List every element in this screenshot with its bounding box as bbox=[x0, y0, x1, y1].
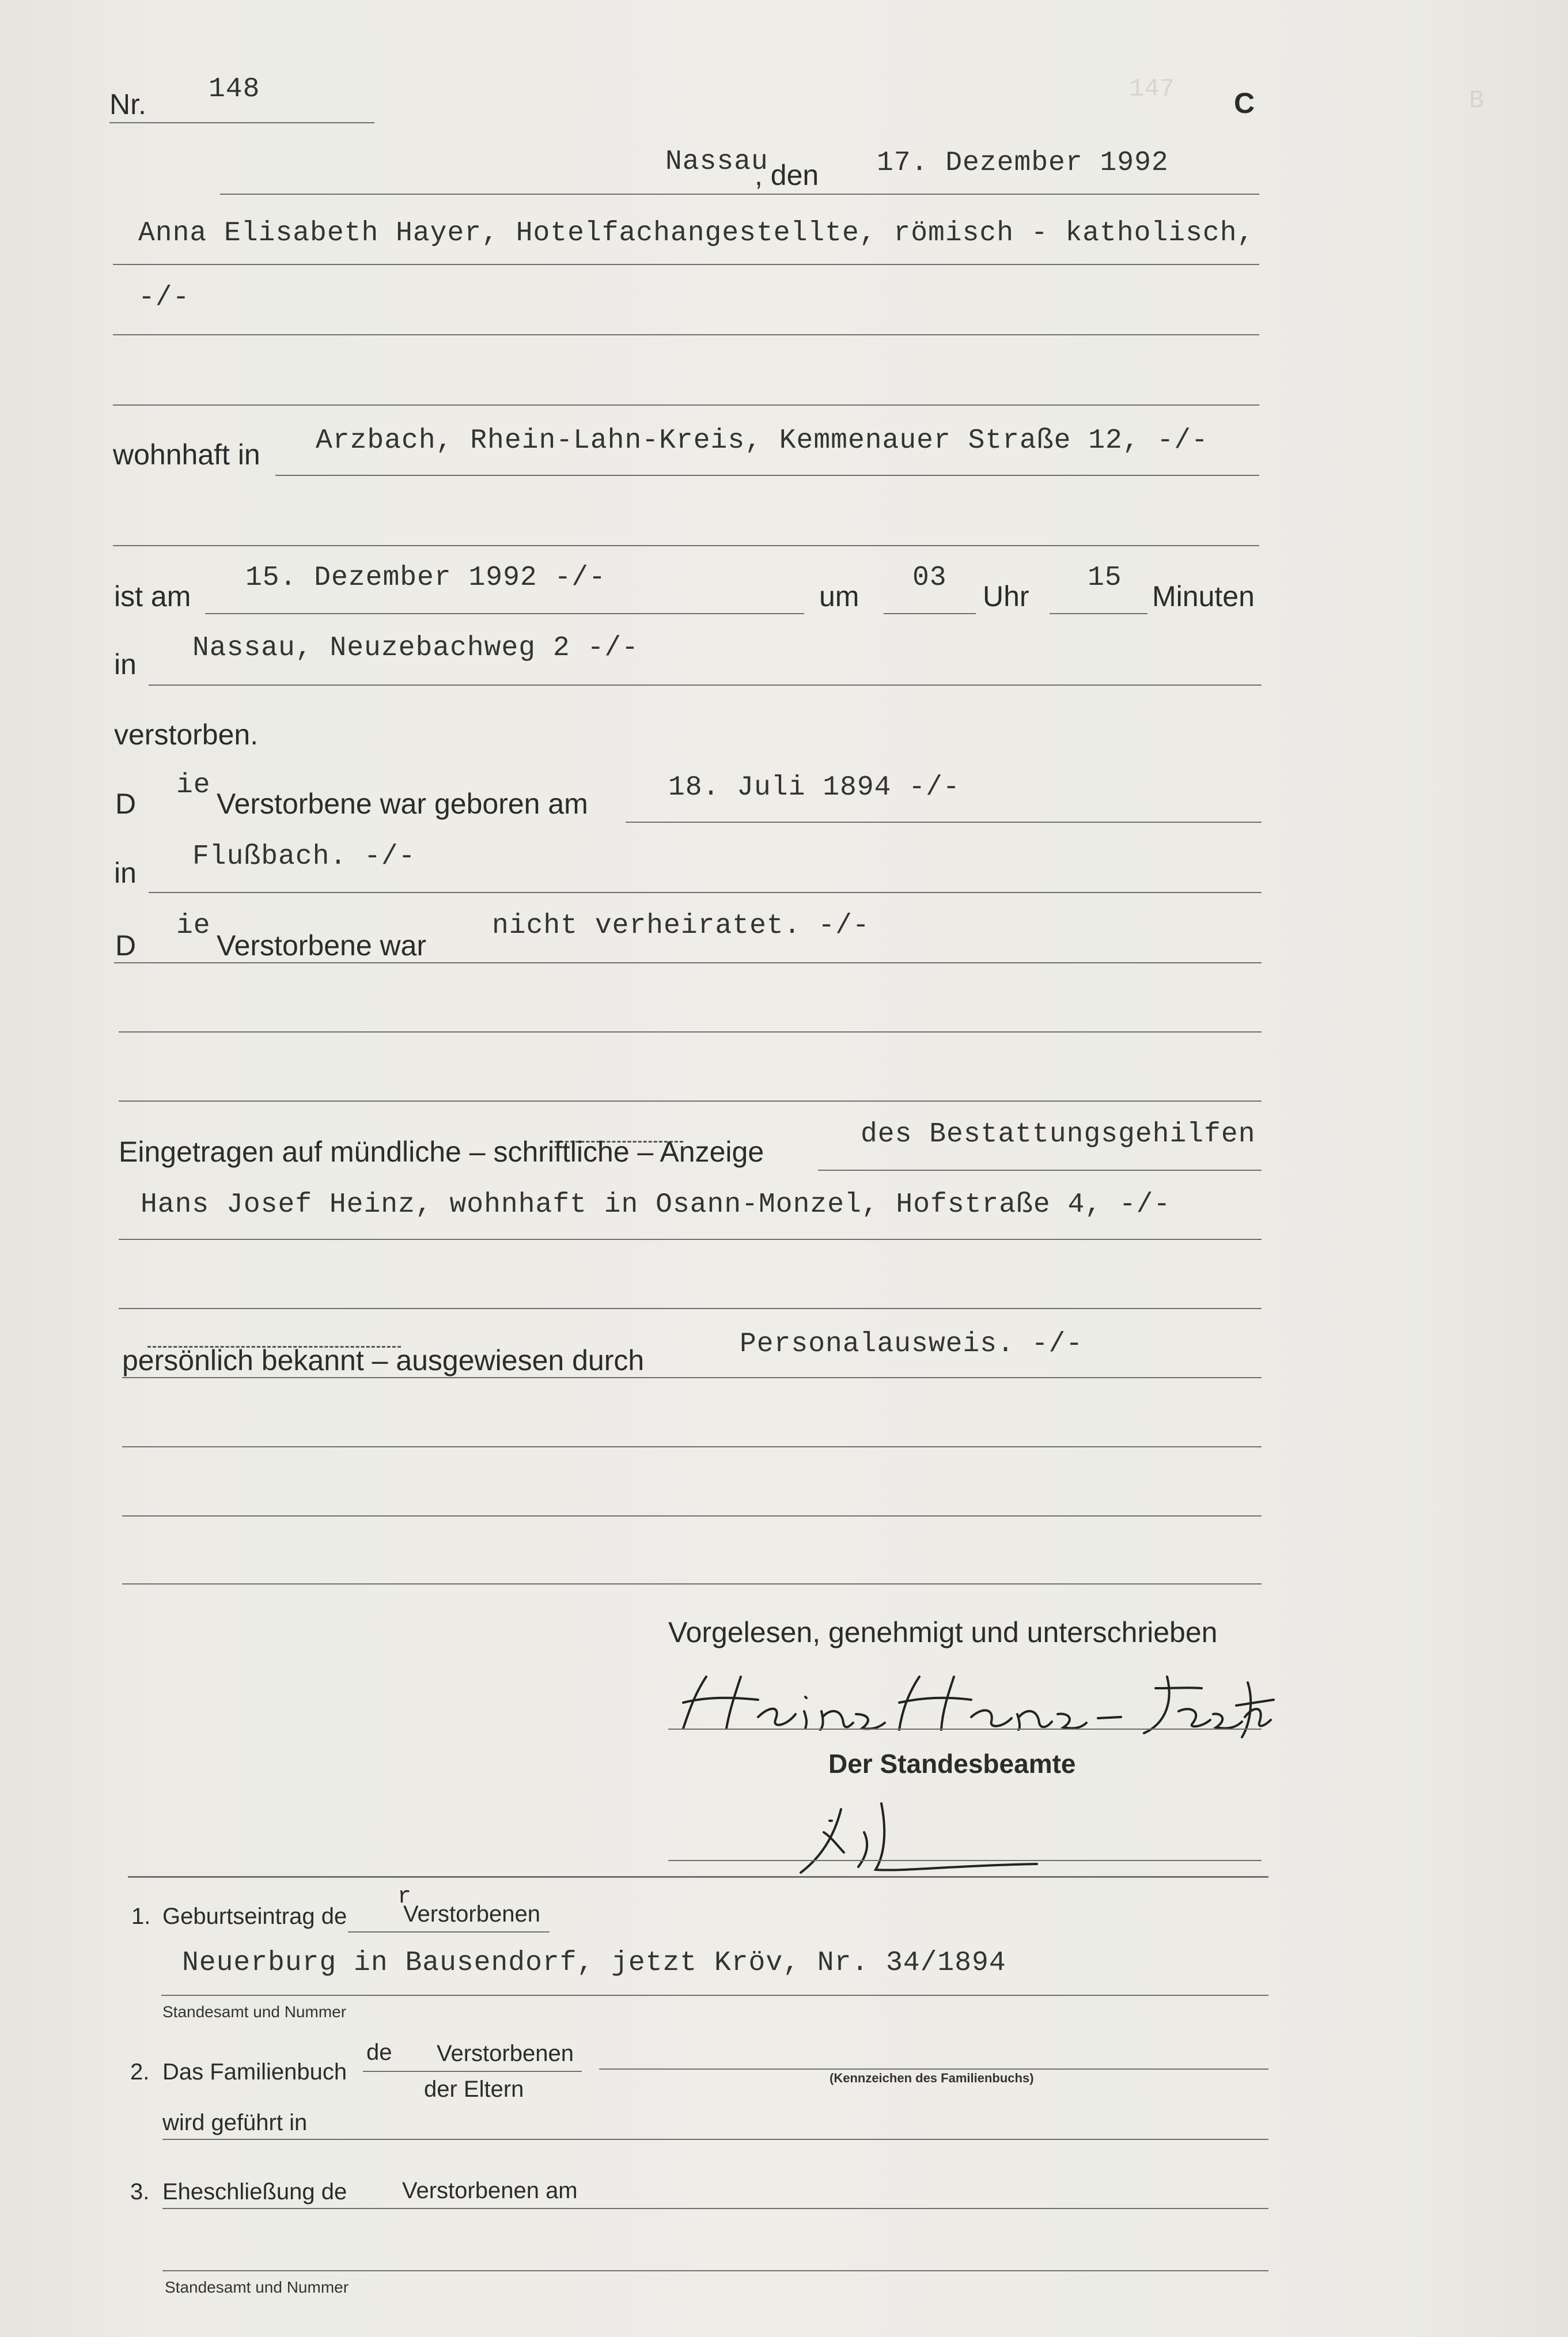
person-line-2: -/- bbox=[138, 282, 190, 313]
blank-line-5 bbox=[122, 1515, 1262, 1517]
married-value: nicht verheiratet. -/- bbox=[492, 910, 870, 941]
bleed-through-text: 147 bbox=[1129, 75, 1175, 104]
informant: Hans Josef Heinz, wohnhaft in Osann-Monzel, Hofstraße 4, -/- bbox=[141, 1189, 1171, 1220]
informant-underline bbox=[119, 1239, 1262, 1240]
death-place: Nassau, Neuzebachweg 2 -/- bbox=[192, 633, 639, 664]
person-underline-3 bbox=[113, 404, 1259, 406]
footer-item-2-caption: (Kennzeichen des Familienbuchs) bbox=[830, 2071, 1034, 2085]
identified-underline bbox=[122, 1377, 1262, 1378]
footer-item-1-number: 1. bbox=[131, 1904, 151, 1929]
born-date-underline bbox=[626, 822, 1262, 823]
footer-item-3-label: Eheschließung de bbox=[162, 2179, 347, 2204]
informant-signature-line bbox=[668, 1729, 1262, 1730]
footer-item-1-value: Neuerburg in Bausendorf, jetzt Kröv, Nr. 34/1894 bbox=[182, 1948, 1006, 1979]
born-d: D bbox=[115, 788, 137, 820]
registrar-signature-line bbox=[668, 1860, 1262, 1861]
death-hour: 03 bbox=[912, 562, 947, 593]
married-underline bbox=[114, 962, 1262, 963]
footer-item-1-suffix: Verstorbenen bbox=[403, 1901, 540, 1927]
nr-underline bbox=[109, 122, 374, 123]
footer-item-3-number: 3. bbox=[130, 2179, 150, 2204]
entered-underline bbox=[818, 1170, 1262, 1171]
married-ie: ie bbox=[176, 910, 211, 941]
born-date: 18. Juli 1894 -/- bbox=[668, 772, 960, 803]
death-in-label: in bbox=[114, 648, 137, 680]
married-label: Verstorbene war bbox=[217, 929, 427, 962]
date-value: 17. Dezember 1992 bbox=[877, 148, 1169, 179]
person-underline-2 bbox=[113, 334, 1259, 335]
residence-value: Arzbach, Rhein-Lahn-Kreis, Kemmenauer Straße 12, -/- bbox=[316, 425, 1209, 456]
footer-item-3-underline bbox=[162, 2208, 1268, 2209]
death-um-label: um bbox=[819, 580, 859, 612]
blank-line-4 bbox=[122, 1446, 1262, 1447]
footer-item-2-verstorbenen: Verstorbenen bbox=[437, 2041, 574, 2066]
footer-item-2-label: Das Familienbuch bbox=[162, 2059, 347, 2085]
footer-item-2-eltern: der Eltern bbox=[424, 2077, 524, 2102]
death-minuten-label: Minuten bbox=[1152, 580, 1255, 612]
date-underline bbox=[220, 194, 1259, 195]
footer-item-2-wird-underline bbox=[162, 2139, 1268, 2140]
person-underline-1 bbox=[113, 264, 1259, 265]
born-ie: ie bbox=[176, 770, 211, 801]
blank-line-2 bbox=[119, 1101, 1262, 1102]
born-place: Flußbach. -/- bbox=[192, 841, 416, 872]
footer-item-1-label-underline bbox=[348, 1931, 550, 1933]
footer-item-1-label: Geburtseintrag de bbox=[162, 1904, 347, 1929]
married-d: D bbox=[115, 929, 137, 962]
registrar-label: Der Standesbeamte bbox=[828, 1749, 1076, 1779]
death-date-underline bbox=[205, 613, 804, 614]
footer-item-3-underline-2 bbox=[162, 2270, 1268, 2271]
footer-item-3-caption: Standesamt und Nummer bbox=[165, 2278, 349, 2296]
footer-item-2-number: 2. bbox=[130, 2059, 150, 2085]
identified-value: Personalausweis. -/- bbox=[740, 1329, 1084, 1360]
death-minute: 15 bbox=[1088, 562, 1122, 593]
person-line-1: Anna Elisabeth Hayer, Hotelfachangestellte, römisch - katholisch, bbox=[138, 218, 1255, 249]
death-date: 15. Dezember 1992 -/- bbox=[245, 562, 606, 593]
identified-label: persönlich bekannt – ausgewiesen durch bbox=[122, 1344, 645, 1377]
footer-item-1-caption: Standesamt und Nummer bbox=[162, 2003, 347, 2021]
form-letter: C bbox=[1234, 87, 1255, 119]
den-label: , den bbox=[755, 159, 819, 191]
death-label: ist am bbox=[114, 580, 191, 612]
footer-item-2-underline bbox=[599, 2068, 1268, 2070]
bleed-through-text: B bbox=[1469, 86, 1484, 115]
death-minute-underline bbox=[1050, 613, 1147, 614]
blank-line-3 bbox=[119, 1308, 1262, 1309]
entered-label: Eingetragen auf mündliche – schriftliche – Anzeige bbox=[119, 1136, 764, 1168]
footer-item-1-r: r bbox=[397, 1884, 412, 1910]
place-value: Nassau bbox=[665, 146, 768, 177]
footer-separator bbox=[128, 1876, 1268, 1878]
residence-underline bbox=[275, 475, 1259, 476]
footer-item-2-de: de bbox=[366, 2040, 392, 2065]
born-in-label: in bbox=[114, 857, 137, 889]
footer-item-3-suffix: Verstorbenen am bbox=[402, 2178, 578, 2203]
blank-line-1 bbox=[119, 1031, 1262, 1033]
nr-label: Nr. bbox=[109, 88, 146, 120]
death-hour-underline bbox=[884, 613, 976, 614]
footer-item-2-wird: wird geführt in bbox=[162, 2110, 308, 2135]
born-label: Verstorbene war geboren am bbox=[217, 788, 588, 820]
verstorben-label: verstorben. bbox=[114, 719, 259, 751]
nr-value: 148 bbox=[209, 74, 260, 105]
footer-item-1-underline bbox=[161, 1995, 1268, 1996]
death-place-underline bbox=[149, 685, 1262, 686]
death-uhr-label: Uhr bbox=[983, 580, 1029, 612]
residence-underline-2 bbox=[113, 545, 1259, 546]
entered-by: des Bestattungsgehilfen bbox=[861, 1119, 1256, 1150]
footer-item-2-de-underline bbox=[363, 2071, 582, 2072]
registrar-signature bbox=[789, 1798, 1048, 1878]
read-approved-label: Vorgelesen, genehmigt und unterschrieben bbox=[668, 1616, 1218, 1648]
born-place-underline bbox=[149, 892, 1262, 893]
residence-label: wohnhaft in bbox=[113, 438, 260, 471]
blank-line-6 bbox=[122, 1583, 1262, 1585]
